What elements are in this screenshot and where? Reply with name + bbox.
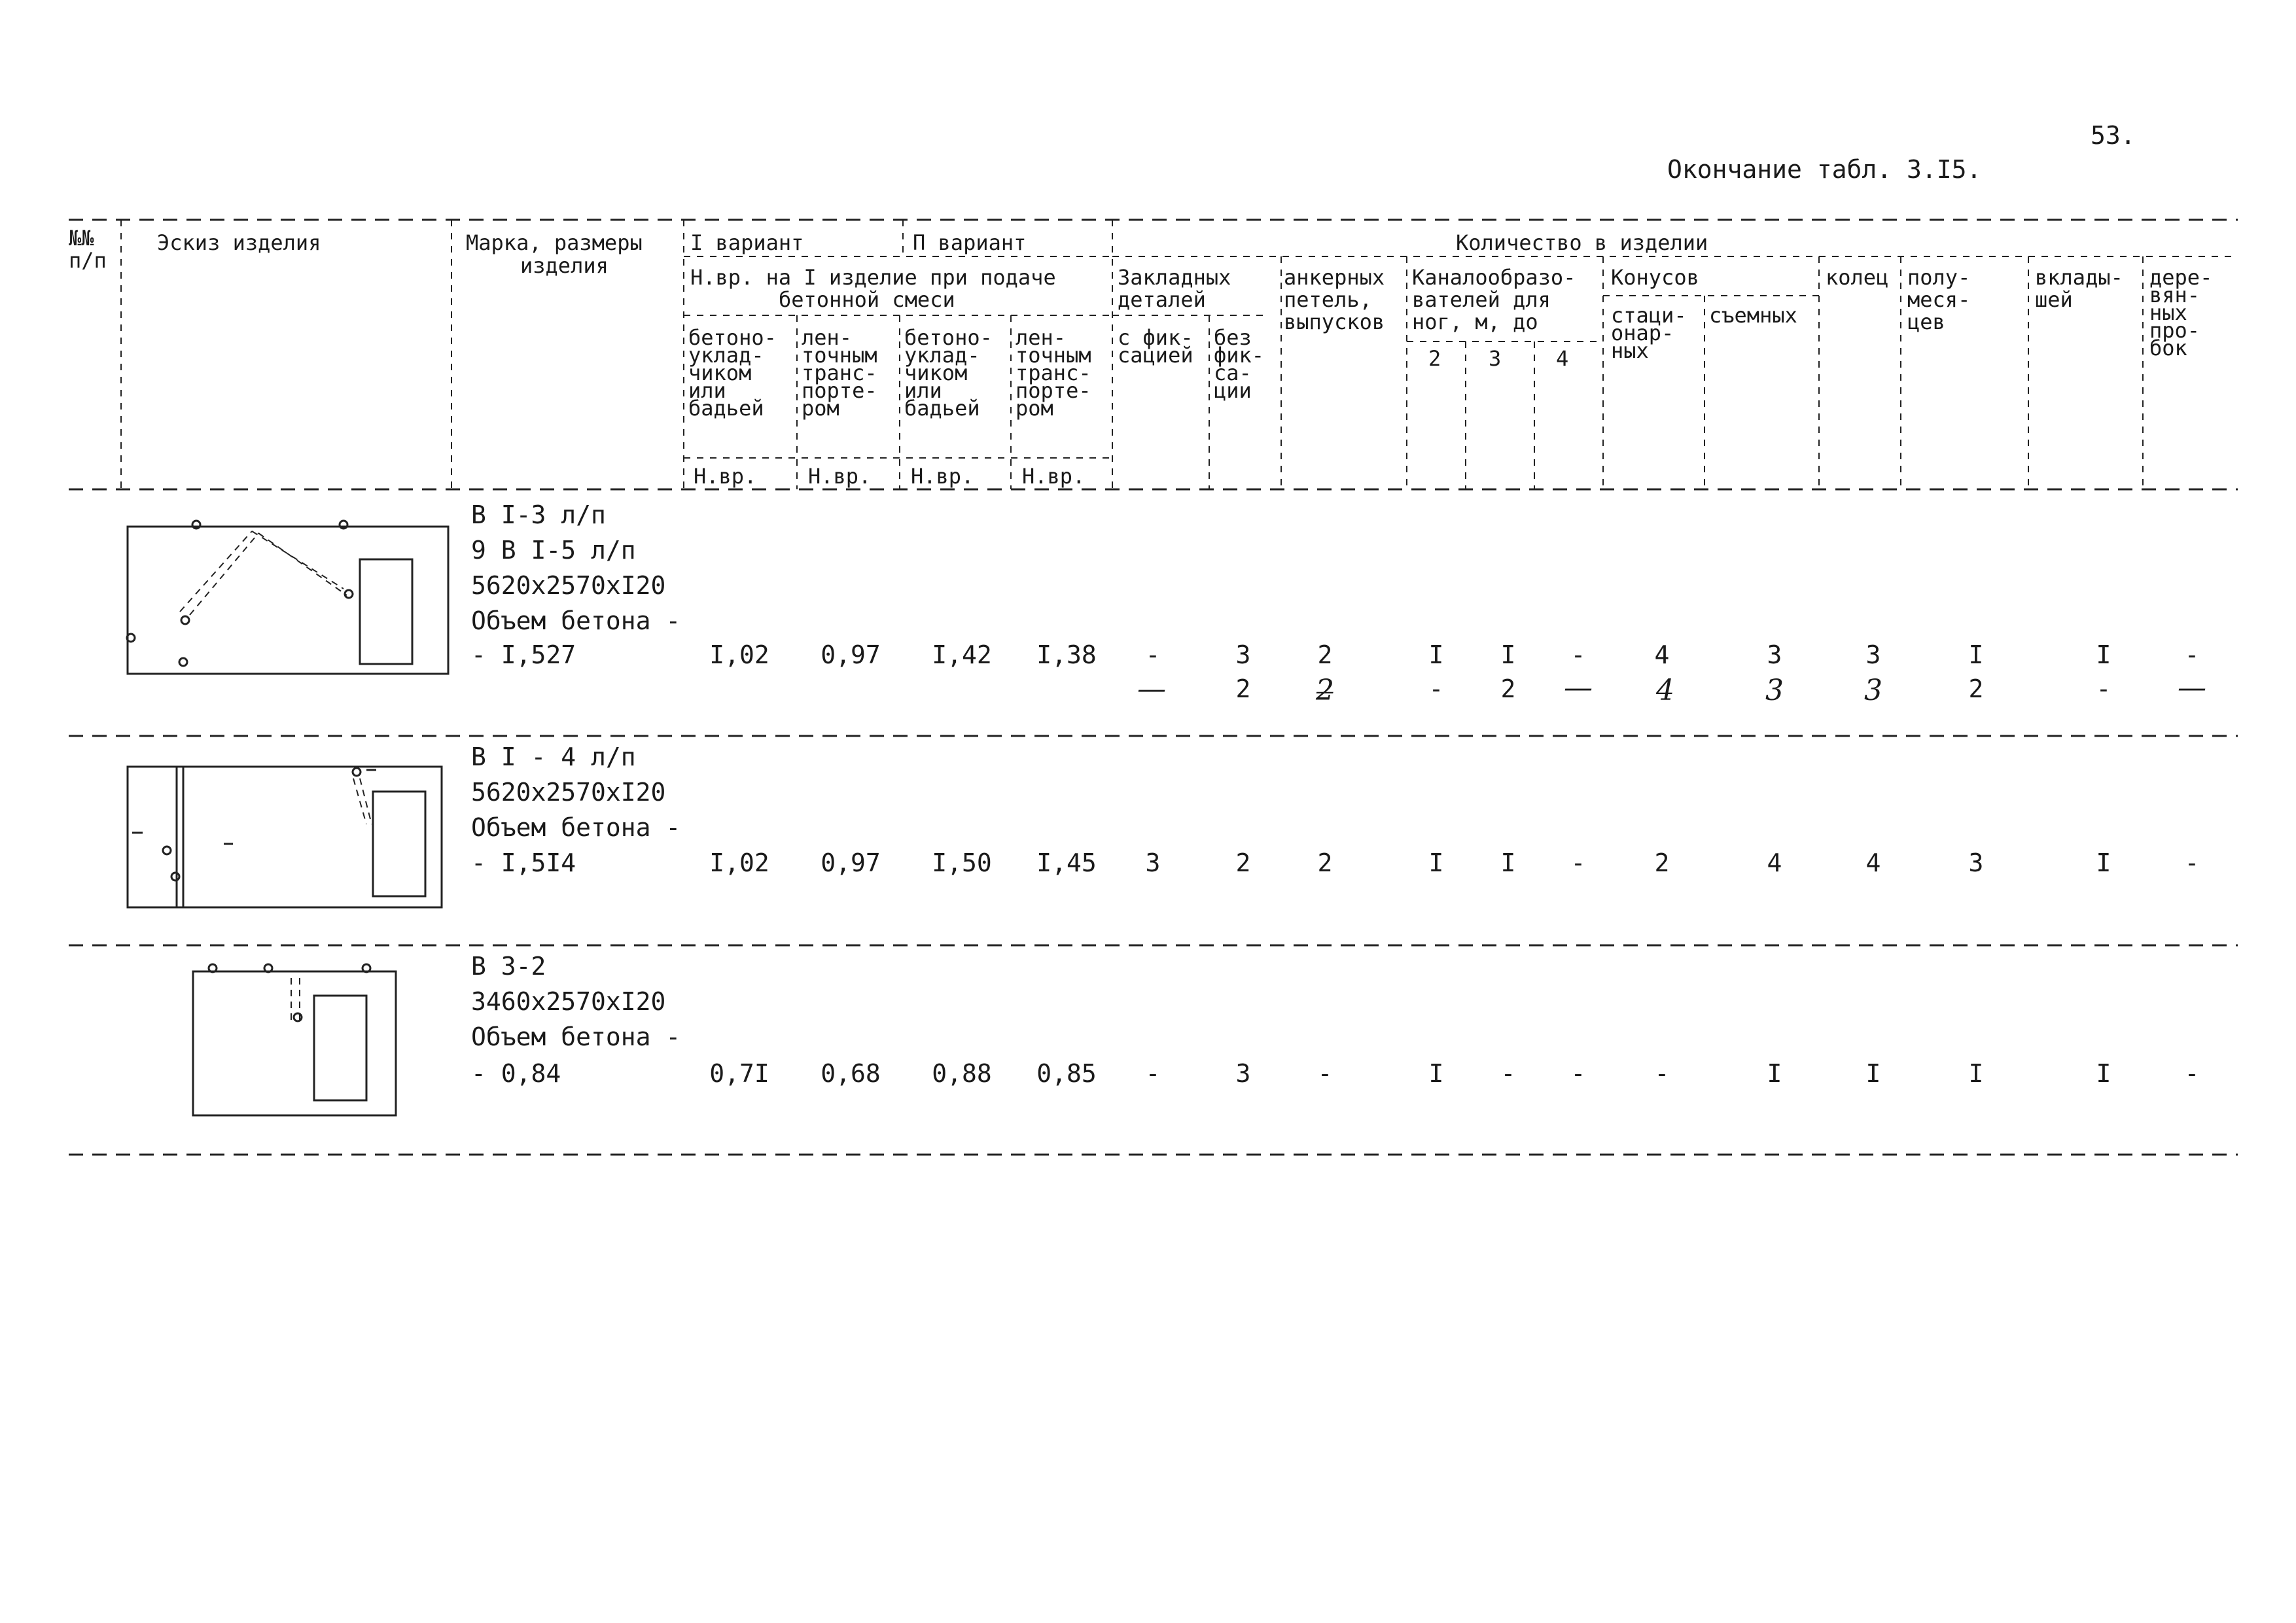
header-c2-l4: порте- xyxy=(802,378,877,403)
header-c1-l4: или xyxy=(688,378,726,403)
header-rings: колец xyxy=(1826,265,1889,290)
row3-count-1: - xyxy=(1145,1059,1161,1088)
header-cones-stat-1: стаци- xyxy=(1611,303,1687,328)
row3-norm-3: 0,88 xyxy=(932,1059,992,1088)
row1-hand-1: — xyxy=(1137,672,1166,706)
row1-hand-6: — xyxy=(1564,671,1593,705)
header-variant1: I вариант xyxy=(690,230,804,255)
row3-mark-1: В 3-2 xyxy=(471,952,546,981)
row1-count-11: I xyxy=(2096,640,2111,669)
row2-count-7: 2 xyxy=(1654,848,1670,877)
row1-hand-4: - xyxy=(1428,674,1444,703)
header-inserts-1: вклады- xyxy=(2035,265,2123,290)
header-c1-l3: чиком xyxy=(688,360,752,385)
header-emb-nofix-1: без xyxy=(1214,325,1252,350)
row1-norm-2: 0,97 xyxy=(821,640,881,669)
row2-norm-3: I,50 xyxy=(932,848,992,877)
header-c4-l2: точным xyxy=(1016,343,1091,368)
header-ch-3: 3 xyxy=(1489,346,1502,371)
header-emb-fix-1: с фик- xyxy=(1118,325,1193,350)
row3-count-6: - xyxy=(1570,1059,1586,1088)
row1-hand-10: 2 xyxy=(1968,674,1984,703)
row3-norm-2: 0,68 xyxy=(821,1059,881,1088)
row2-count-8: 4 xyxy=(1767,848,1782,877)
row2-count-4: I xyxy=(1428,848,1444,877)
header-emb-nofix-3: са- xyxy=(1214,360,1252,385)
header-c4-l5: ром xyxy=(1016,396,1053,421)
header-halfmoons-1: полу- xyxy=(1907,265,1971,290)
row3-mark-3: Объем бетона - xyxy=(471,1022,681,1051)
row3-count-11: I xyxy=(2096,1059,2111,1088)
row1-mark-5: - I,527 xyxy=(471,640,576,669)
header-halfmoons-2: меся- xyxy=(1907,287,1971,312)
row2-count-6: - xyxy=(1570,848,1586,877)
header-norm-2: бетонной смеси xyxy=(779,287,955,312)
page-number: 53. xyxy=(2091,121,2136,150)
row1-hand-9: 3 xyxy=(1864,674,1882,707)
header-halfmoons-3: цев xyxy=(1907,309,1945,334)
row3-count-7: - xyxy=(1654,1059,1670,1088)
header-c4-l3: транс- xyxy=(1016,360,1091,385)
header-variant2: П вариант xyxy=(913,230,1027,255)
row2-count-11: I xyxy=(2096,848,2111,877)
row1-norm-1: I,02 xyxy=(709,640,769,669)
header-norm-1: Н.вр. на I изделие при подаче xyxy=(690,265,1056,290)
header-embedded-2: деталей xyxy=(1118,287,1206,312)
row2-mark-1: В I - 4 л/п xyxy=(471,742,636,771)
row2-count-1: 3 xyxy=(1145,848,1161,877)
row2-count-5: I xyxy=(1500,848,1516,877)
header-plugs-4: про- xyxy=(2149,318,2200,343)
row1-count-7: 4 xyxy=(1654,640,1670,669)
header-channel-1: Каналообразо- xyxy=(1412,265,1576,290)
row1-count-3: 2 xyxy=(1317,640,1333,669)
header-plugs-1: дере- xyxy=(2149,265,2213,290)
row2-norm-1: I,02 xyxy=(709,848,769,877)
row1-hand-2: 2 xyxy=(1235,674,1251,703)
row3-count-9: I xyxy=(1865,1059,1881,1088)
header-anchor-2: петель, xyxy=(1284,287,1372,312)
row1-hand-8: 3 xyxy=(1765,674,1784,707)
row1-mark-1: В I-3 л/п xyxy=(471,500,606,529)
header-c1-l1: бетоно- xyxy=(688,325,777,350)
header-c2-l5: ром xyxy=(802,396,839,421)
header-num-1: №№ xyxy=(69,226,94,251)
header-mark-1: Марка, размеры xyxy=(466,230,643,255)
unit-c4: Н.вр. xyxy=(1022,464,1086,489)
header-ch-2: 2 xyxy=(1428,346,1441,371)
unit-c2: Н.вр. xyxy=(808,464,872,489)
row1-mark-4: Объем бетона - xyxy=(471,606,681,635)
header-anchor-1: анкерных xyxy=(1284,265,1385,290)
header-cones-stat-2: онар- xyxy=(1611,321,1674,345)
header-c2-l1: лен- xyxy=(802,325,853,350)
row3-count-4: I xyxy=(1428,1059,1444,1088)
row3-count-3: - xyxy=(1317,1059,1333,1088)
header-c2-l3: транс- xyxy=(802,360,877,385)
header-channel-2: вателей для xyxy=(1412,287,1551,312)
row1-count-10: I xyxy=(1968,640,1984,669)
row3-count-12: - xyxy=(2184,1059,2200,1088)
row1-mark-3: 5620х2570хI20 xyxy=(471,571,666,600)
header-inserts-2: шей xyxy=(2035,287,2073,312)
row3-count-2: 3 xyxy=(1235,1059,1251,1088)
row1-mark-2: 9 В I-5 л/п xyxy=(471,536,636,565)
header-c3-l3: чиком xyxy=(904,360,968,385)
row2-norm-4: I,45 xyxy=(1036,848,1097,877)
header-plugs-3: ных xyxy=(2149,300,2187,325)
header-mark-2: изделия xyxy=(520,253,609,278)
header-cones-removable: съемных xyxy=(1709,303,1797,328)
header-quantity: Количество в изделии xyxy=(1456,230,1708,255)
row3-mark-2: 3460х2570хI20 xyxy=(471,987,666,1016)
header-c4-l4: порте- xyxy=(1016,378,1091,403)
header-sketch: Эскиз изделия xyxy=(157,230,321,255)
header-c3-l1: бетоно- xyxy=(904,325,993,350)
row2-mark-2: 5620х2570хI20 xyxy=(471,778,666,807)
header-c3-l4: или xyxy=(904,378,942,403)
row3-count-8: I xyxy=(1767,1059,1782,1088)
row1-hand-3: 2̶ xyxy=(1316,674,1334,707)
header-c3-l2: уклад- xyxy=(904,343,980,368)
row1-count-5: I xyxy=(1500,640,1516,669)
row1-count-1: - xyxy=(1145,640,1161,669)
header-cones-stat-3: ных xyxy=(1611,338,1649,363)
unit-c3: Н.вр. xyxy=(911,464,974,489)
header-ch-4: 4 xyxy=(1556,346,1569,371)
row2-mark-3: Объем бетона - xyxy=(471,813,681,842)
row1-hand-11: - xyxy=(2096,674,2111,703)
row1-count-9: 3 xyxy=(1865,640,1881,669)
header-num-2: п/п xyxy=(69,248,107,273)
row1-norm-3: I,42 xyxy=(932,640,992,669)
header-cones: Конусов xyxy=(1611,265,1699,290)
row3-mark-4: - 0,84 xyxy=(471,1059,561,1088)
row2-count-3: 2 xyxy=(1317,848,1333,877)
row2-count-12: - xyxy=(2184,848,2200,877)
header-c1-l5: бадьей xyxy=(688,396,764,421)
header-embedded-1: Закладных xyxy=(1118,265,1231,290)
row1-count-6: - xyxy=(1570,640,1586,669)
header-c2-l2: точным xyxy=(802,343,877,368)
row1-count-4: I xyxy=(1428,640,1444,669)
row2-count-10: 3 xyxy=(1968,848,1984,877)
row1-norm-4: I,38 xyxy=(1036,640,1097,669)
header-emb-fix-2: сацией xyxy=(1118,343,1193,368)
row1-count-12: - xyxy=(2184,640,2200,669)
row1-count-2: 3 xyxy=(1235,640,1251,669)
header-c1-l2: уклад- xyxy=(688,343,764,368)
row3-norm-4: 0,85 xyxy=(1036,1059,1097,1088)
row1-count-8: 3 xyxy=(1767,640,1782,669)
row1-hand-5: 2 xyxy=(1500,674,1516,703)
row2-norm-2: 0,97 xyxy=(821,848,881,877)
row3-count-5: - xyxy=(1500,1059,1516,1088)
unit-c1: Н.вр. xyxy=(694,464,757,489)
table-caption: Окончание табл. 3.I5. xyxy=(1667,155,1982,184)
header-plugs-5: бок xyxy=(2149,336,2187,360)
row3-norm-1: 0,7I xyxy=(709,1059,769,1088)
row1-hand-12: — xyxy=(2178,671,2206,705)
row2-count-2: 2 xyxy=(1235,848,1251,877)
row1-hand-7: 4 xyxy=(1656,674,1674,707)
header-channel-3: ног, м, до xyxy=(1412,309,1538,334)
row2-count-9: 4 xyxy=(1865,848,1881,877)
row2-mark-4: - I,5I4 xyxy=(471,848,576,877)
header-emb-nofix-4: ции xyxy=(1214,378,1252,403)
header-emb-nofix-2: фик- xyxy=(1214,343,1265,368)
header-c3-l5: бадьей xyxy=(904,396,980,421)
header-anchor-3: выпусков xyxy=(1284,309,1385,334)
header-plugs-2: вян- xyxy=(2149,283,2200,307)
header-c4-l1: лен- xyxy=(1016,325,1067,350)
row3-count-10: I xyxy=(1968,1059,1984,1088)
